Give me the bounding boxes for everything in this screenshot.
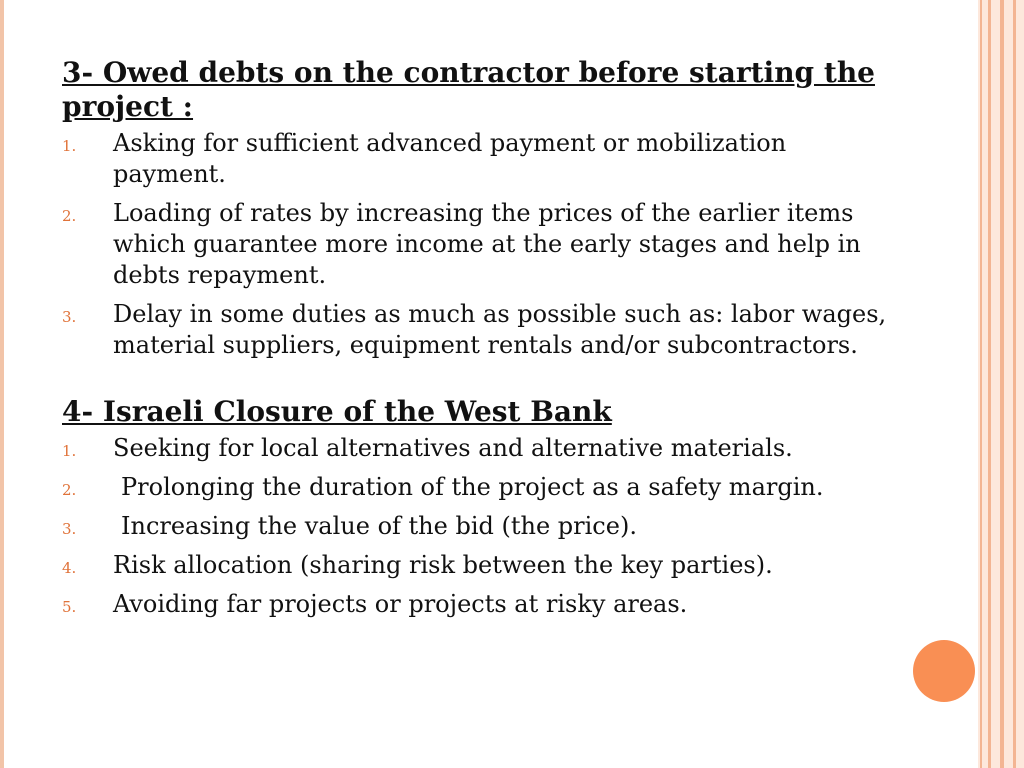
list-number: 3. [62,308,77,326]
section-closure [62,395,902,620]
section-heading-closure: 4- Israeli Closure of the West Bank [62,395,612,428]
list-item [62,511,902,542]
list-text: Prolonging the duration of the project as a safety margin. [121,473,824,501]
accent-circle [913,640,975,702]
slide-stripe [988,0,991,768]
list-item [62,472,902,503]
list-number: 2. [62,207,77,225]
list-item [62,198,902,291]
list-number: 2. [62,481,77,499]
list-text: Risk allocation (sharing risk between the key parties). [113,551,773,579]
list-item [62,299,902,361]
list-closure [62,433,902,620]
list-text: Delay in some duties as much as possible such as: labor wages, material suppliers, equipment rentals and/or subcontractors. [113,300,887,359]
list-text: Asking for sufficient advanced payment or mobilization payment. [113,129,787,188]
list-item [62,550,902,581]
list-text: Loading of rates by increasing the prices of the earlier items which guarantee more income at the early stages and help in debts repayment. [113,199,861,289]
list-number: 3. [62,520,77,538]
list-text: Increasing the value of the bid (the price). [121,512,637,540]
list-text: Avoiding far projects or projects at risky areas. [113,590,688,618]
slide-stripe [1013,0,1016,768]
slide-stripe [1000,0,1004,768]
list-debts [62,128,902,361]
list-item [62,589,902,620]
list-number: 1. [62,137,77,155]
list-item [62,433,902,464]
list-text: Seeking for local alternatives and alternative materials. [113,434,793,462]
section-heading-debts: 3- Owed debts on the contractor before starting the project : [62,56,875,123]
slide-stripe [980,0,982,768]
list-number: 5. [62,598,77,616]
list-number: 4. [62,559,77,577]
slide-content [62,56,902,628]
slide-left-border [0,0,4,768]
section-debts [62,56,902,361]
list-item [62,128,902,190]
list-number: 1. [62,442,77,460]
